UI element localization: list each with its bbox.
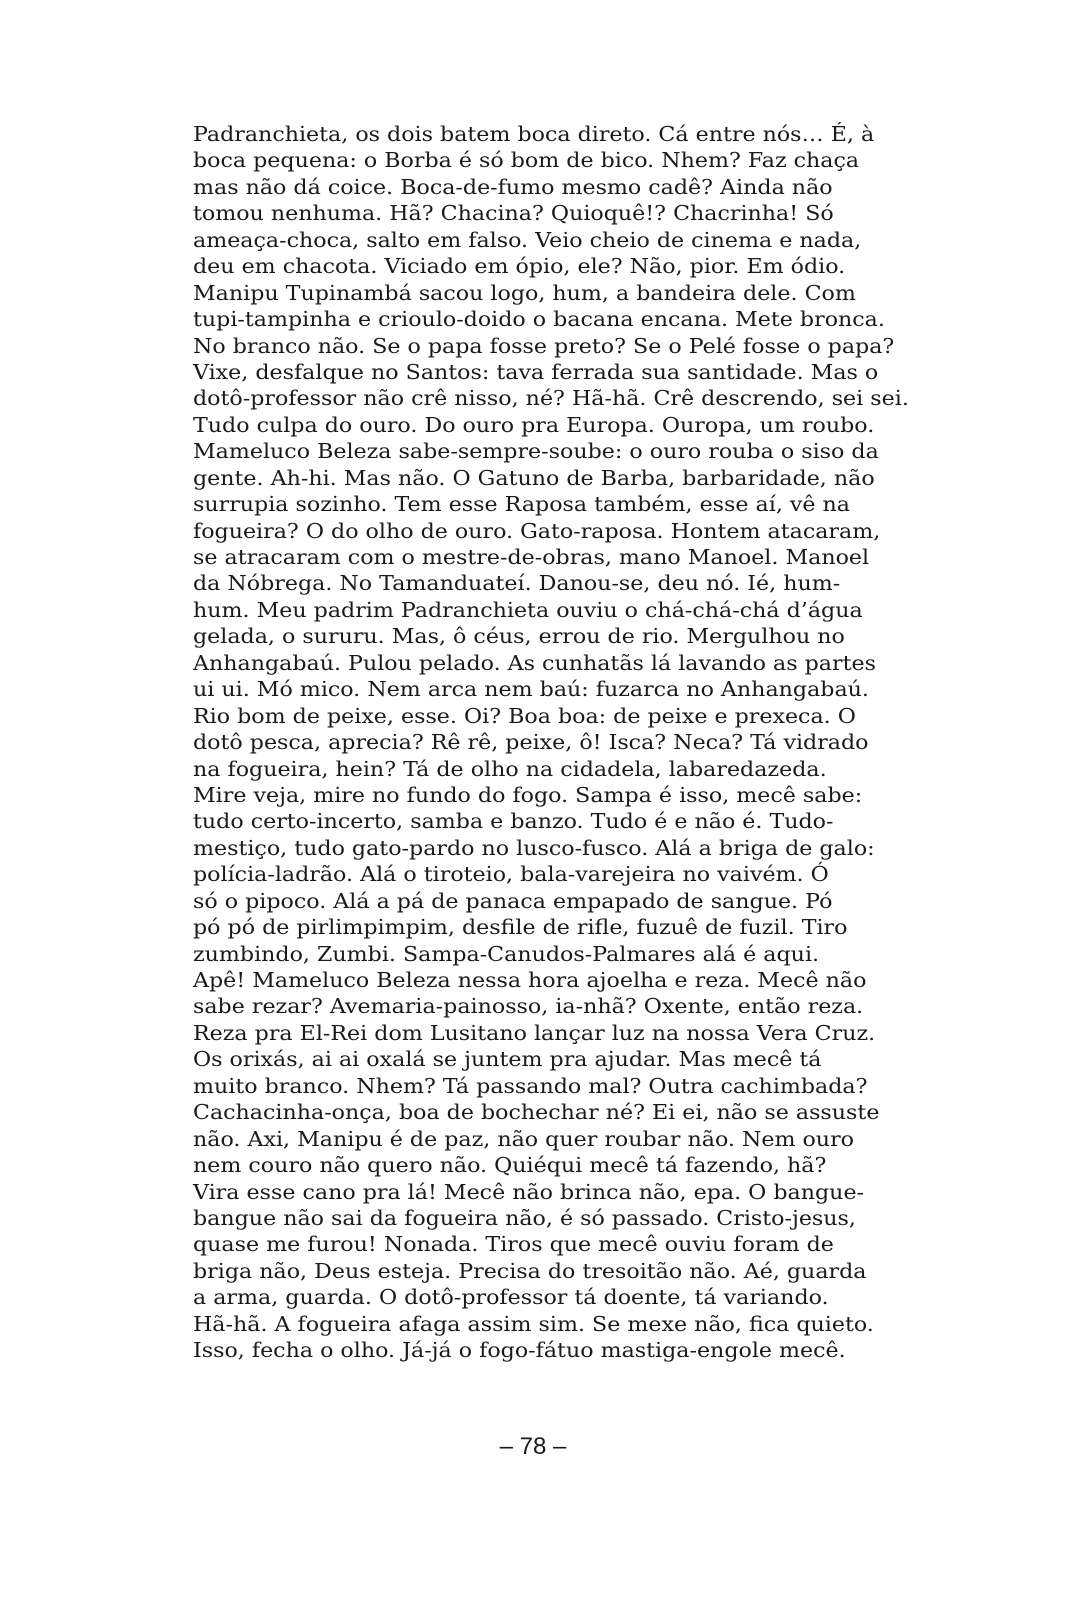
text-line: surrupia sozinho. Tem esse Raposa também, esse aí, vê na [193, 492, 851, 517]
text-line: Reza pra El-Rei dom Lusitano lançar luz na nossa Vera Cruz. [193, 1020, 876, 1045]
text-line: No branco não. Se o papa fosse preto? Se o Pelé fosse o papa? [193, 333, 895, 358]
text-line: Cachacinha-onça, boa de bochechar né? Ei ei, não se assuste [193, 1100, 880, 1125]
text-line: mas não dá coice. Boca-de-fumo mesmo cadê? Ainda não [193, 174, 833, 199]
page-number: – 78 – [499, 1433, 567, 1460]
text-line: não. Axi, Manipu é de paz, não quer roubar não. Nem ouro [193, 1126, 854, 1151]
text-line: tudo certo-incerto, samba e banzo. Tudo é e não é. Tudo- [193, 809, 834, 834]
text-line: Rio bom de peixe, esse. Oi? Boa boa: de peixe e prexeca. O [193, 703, 856, 728]
text-line: briga não, Deus esteja. Precisa do tresoitão não. Aé, guarda [193, 1258, 867, 1283]
text-line: se atracaram com o mestre-de-obras, mano Manoel. Manoel [193, 545, 870, 569]
text-line: Apê! Mameluco Beleza nessa hora ajoelha e reza. Mecê não [193, 968, 867, 992]
text-line: ui ui. Mó mico. Nem arca nem baú: fuzarca no Anhangabaú. [193, 677, 869, 702]
text-line: sabe rezar? Avemaria-painosso, ia-nhã? Oxente, então reza. [193, 994, 864, 1019]
text-line: dotô pesca, aprecia? Rê rê, peixe, ô! Isca? Neca? Tá vidrado [193, 730, 869, 755]
text-line: dotô-professor não crê nisso, né? Hã-hã. Crê descrendo, sei sei. [193, 386, 909, 411]
text-line: na fogueira, hein? Tá de olho na cidadela, labaredazeda. [193, 756, 827, 781]
text-line: nem couro não quero não. Quiéqui mecê tá fazendo, hã? [193, 1153, 827, 1178]
text-line: Os orixás, ai ai oxalá se juntem pra ajudar. Mas mecê tá [193, 1047, 822, 1072]
text-line: ameaça-choca, salto em falso. Veio cheio de cinema e nada, [193, 227, 862, 252]
text-line: Vira esse cano pra lá! Mecê não brinca não, epa. O bangue- [193, 1179, 865, 1204]
text-line: bangue não sai da fogueira não, é só passado. Cristo-jesus, [193, 1205, 856, 1230]
text-line: Hã-hã. A fogueira afaga assim sim. Se mexe não, fica quieto. [193, 1311, 874, 1336]
text-line: Isso, fecha o olho. Já-já o fogo-fátuo mastiga-engole mecê. [193, 1338, 846, 1363]
text-line: quase me furou! Nonada. Tiros que mecê ouviu foram de [193, 1232, 834, 1257]
text-line: pó pó de pirlimpimpim, desfile de rifle, fuzuê de fuzil. Tiro [193, 915, 848, 940]
body-text [193, 121, 953, 1364]
text-line: mestiço, tudo gato-pardo no lusco-fusco. Alá a briga de galo: [193, 835, 875, 860]
text-line: gente. Ah-hi. Mas não. O Gatuno de Barba, barbaridade, não [193, 465, 875, 490]
text-line: zumbindo, Zumbi. Sampa-Canudos-Palmares alá é aqui. [193, 941, 820, 966]
text-line: tomou nenhuma. Hã? Chacina? Quioquê!? Chacrinha! Só [193, 201, 834, 226]
text-line: gelada, o sururu. Mas, ô céus, errou de rio. Mergulhou no [193, 624, 845, 649]
text-line: da Nóbrega. No Tamanduateí. Danou-se, deu nó. Ié, hum- [193, 571, 841, 596]
text-line: muito branco. Nhem? Tá passando mal? Outra cachimbada? [193, 1073, 868, 1098]
text-line: polícia-ladrão. Alá o tiroteio, bala-varejeira no vaivém. Ó [193, 862, 829, 887]
text-line: Padranchieta, os dois batem boca direto. Cá entre nós… É, à [193, 122, 875, 146]
text-line: a arma, guarda. O dotô-professor tá doente, tá variando. [193, 1285, 829, 1310]
text-line: Manipu Tupinambá sacou logo, hum, a bandeira dele. Com [193, 280, 856, 305]
text-line: Anhangabaú. Pulou pelado. As cunhatãs lá lavando as partes [193, 650, 876, 675]
text-line: Mameluco Beleza sabe-sempre-soube: o ouro rouba o siso da [193, 439, 879, 464]
text-line: deu em chacota. Viciado em ópio, ele? Não, pior. Em ódio. [193, 254, 846, 279]
text-line: só o pipoco. Alá a pá de panaca empapado de sangue. Pó [193, 888, 833, 913]
text-line: hum. Meu padrim Padranchieta ouviu o chá-chá-chá d’água [193, 597, 863, 622]
text-line: Mire veja, mire no fundo do fogo. Sampa é isso, mecê sabe: [193, 782, 863, 807]
text-line: Vixe, desfalque no Santos: tava ferrada sua santidade. Mas o [193, 359, 879, 384]
text-line: Tudo culpa do ouro. Do ouro pra Europa. Ouropa, um roubo. [193, 412, 875, 437]
text-line: fogueira? O do olho de ouro. Gato-raposa. Hontem atacaram, [193, 518, 881, 543]
text-line: boca pequena: o Borba é só bom de bico. Nhem? Faz chaça [193, 148, 860, 173]
text-line: tupi-tampinha e crioulo-doido o bacana encana. Mete bronca. [193, 307, 885, 332]
